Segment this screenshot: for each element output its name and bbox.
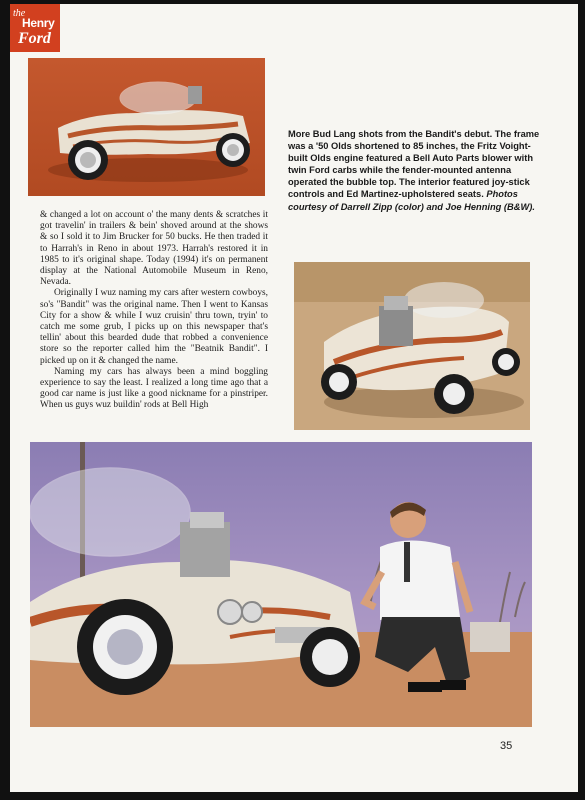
body-paragraph: Naming my cars has always been a mind boggling experience to say the least. I realized a long time ago that a good car name is just like a good nickname for a pinstriper. When us guys wuz buildin' rods at Bell High: [40, 366, 268, 411]
caption-text: More Bud Lang shots from the Bandit's debut. The frame was a '50 Olds shortened to 85 inches, the Fritz Voight-built Olds engine featured a Bell Auto Parts blower with twin Ford carbs while the fender-mounted antenna operated the bubble top. The interior featured joy-stick controls and Ed Martinez-upholstered seats.: [288, 129, 540, 200]
article-body: [40, 210, 268, 412]
photo-caption: [288, 128, 542, 213]
caption-credit: Photos courtesy of Darrell Zipp (color) and Joe Henning (B&W).: [288, 189, 535, 212]
body-paragraph: & changed a lot on account o' the many dents & scratches it got travelin' in trailers & bein' shoved around at the shows & so I sold it to Jim Brucker for 50 bucks. He then traded it to Harrah's in Reno in about 1973. Harrah's restored it in 1985 to it's original shape. Today (1994) it's on permanent display at the National Automobile Museum in Reno, Nevada.: [40, 210, 268, 288]
page-number: 35: [500, 740, 513, 752]
photo-man-with-car: [30, 442, 532, 727]
photo-car-front: [294, 262, 530, 430]
logo-henry: Henry: [22, 16, 55, 30]
magazine-page: [10, 4, 578, 792]
henry-ford-logo: [10, 4, 60, 52]
body-paragraph: Originally I wuz naming my cars after western cowboys, so's "Bandit" was the original name. Then I went to Kansas City for a show & while I wuz cruisin' thru town, tryin' to catch me some grub, I picks up on this newspaper that's tellin' about this bearded dude that robbed a convenience store so the reporter called him the "Beatnik Bandit". I picked up on it & changed the name.: [40, 288, 268, 366]
logo-ford: Ford: [18, 30, 51, 47]
logo-the: the: [13, 8, 26, 19]
photo-car-side: [28, 58, 265, 196]
